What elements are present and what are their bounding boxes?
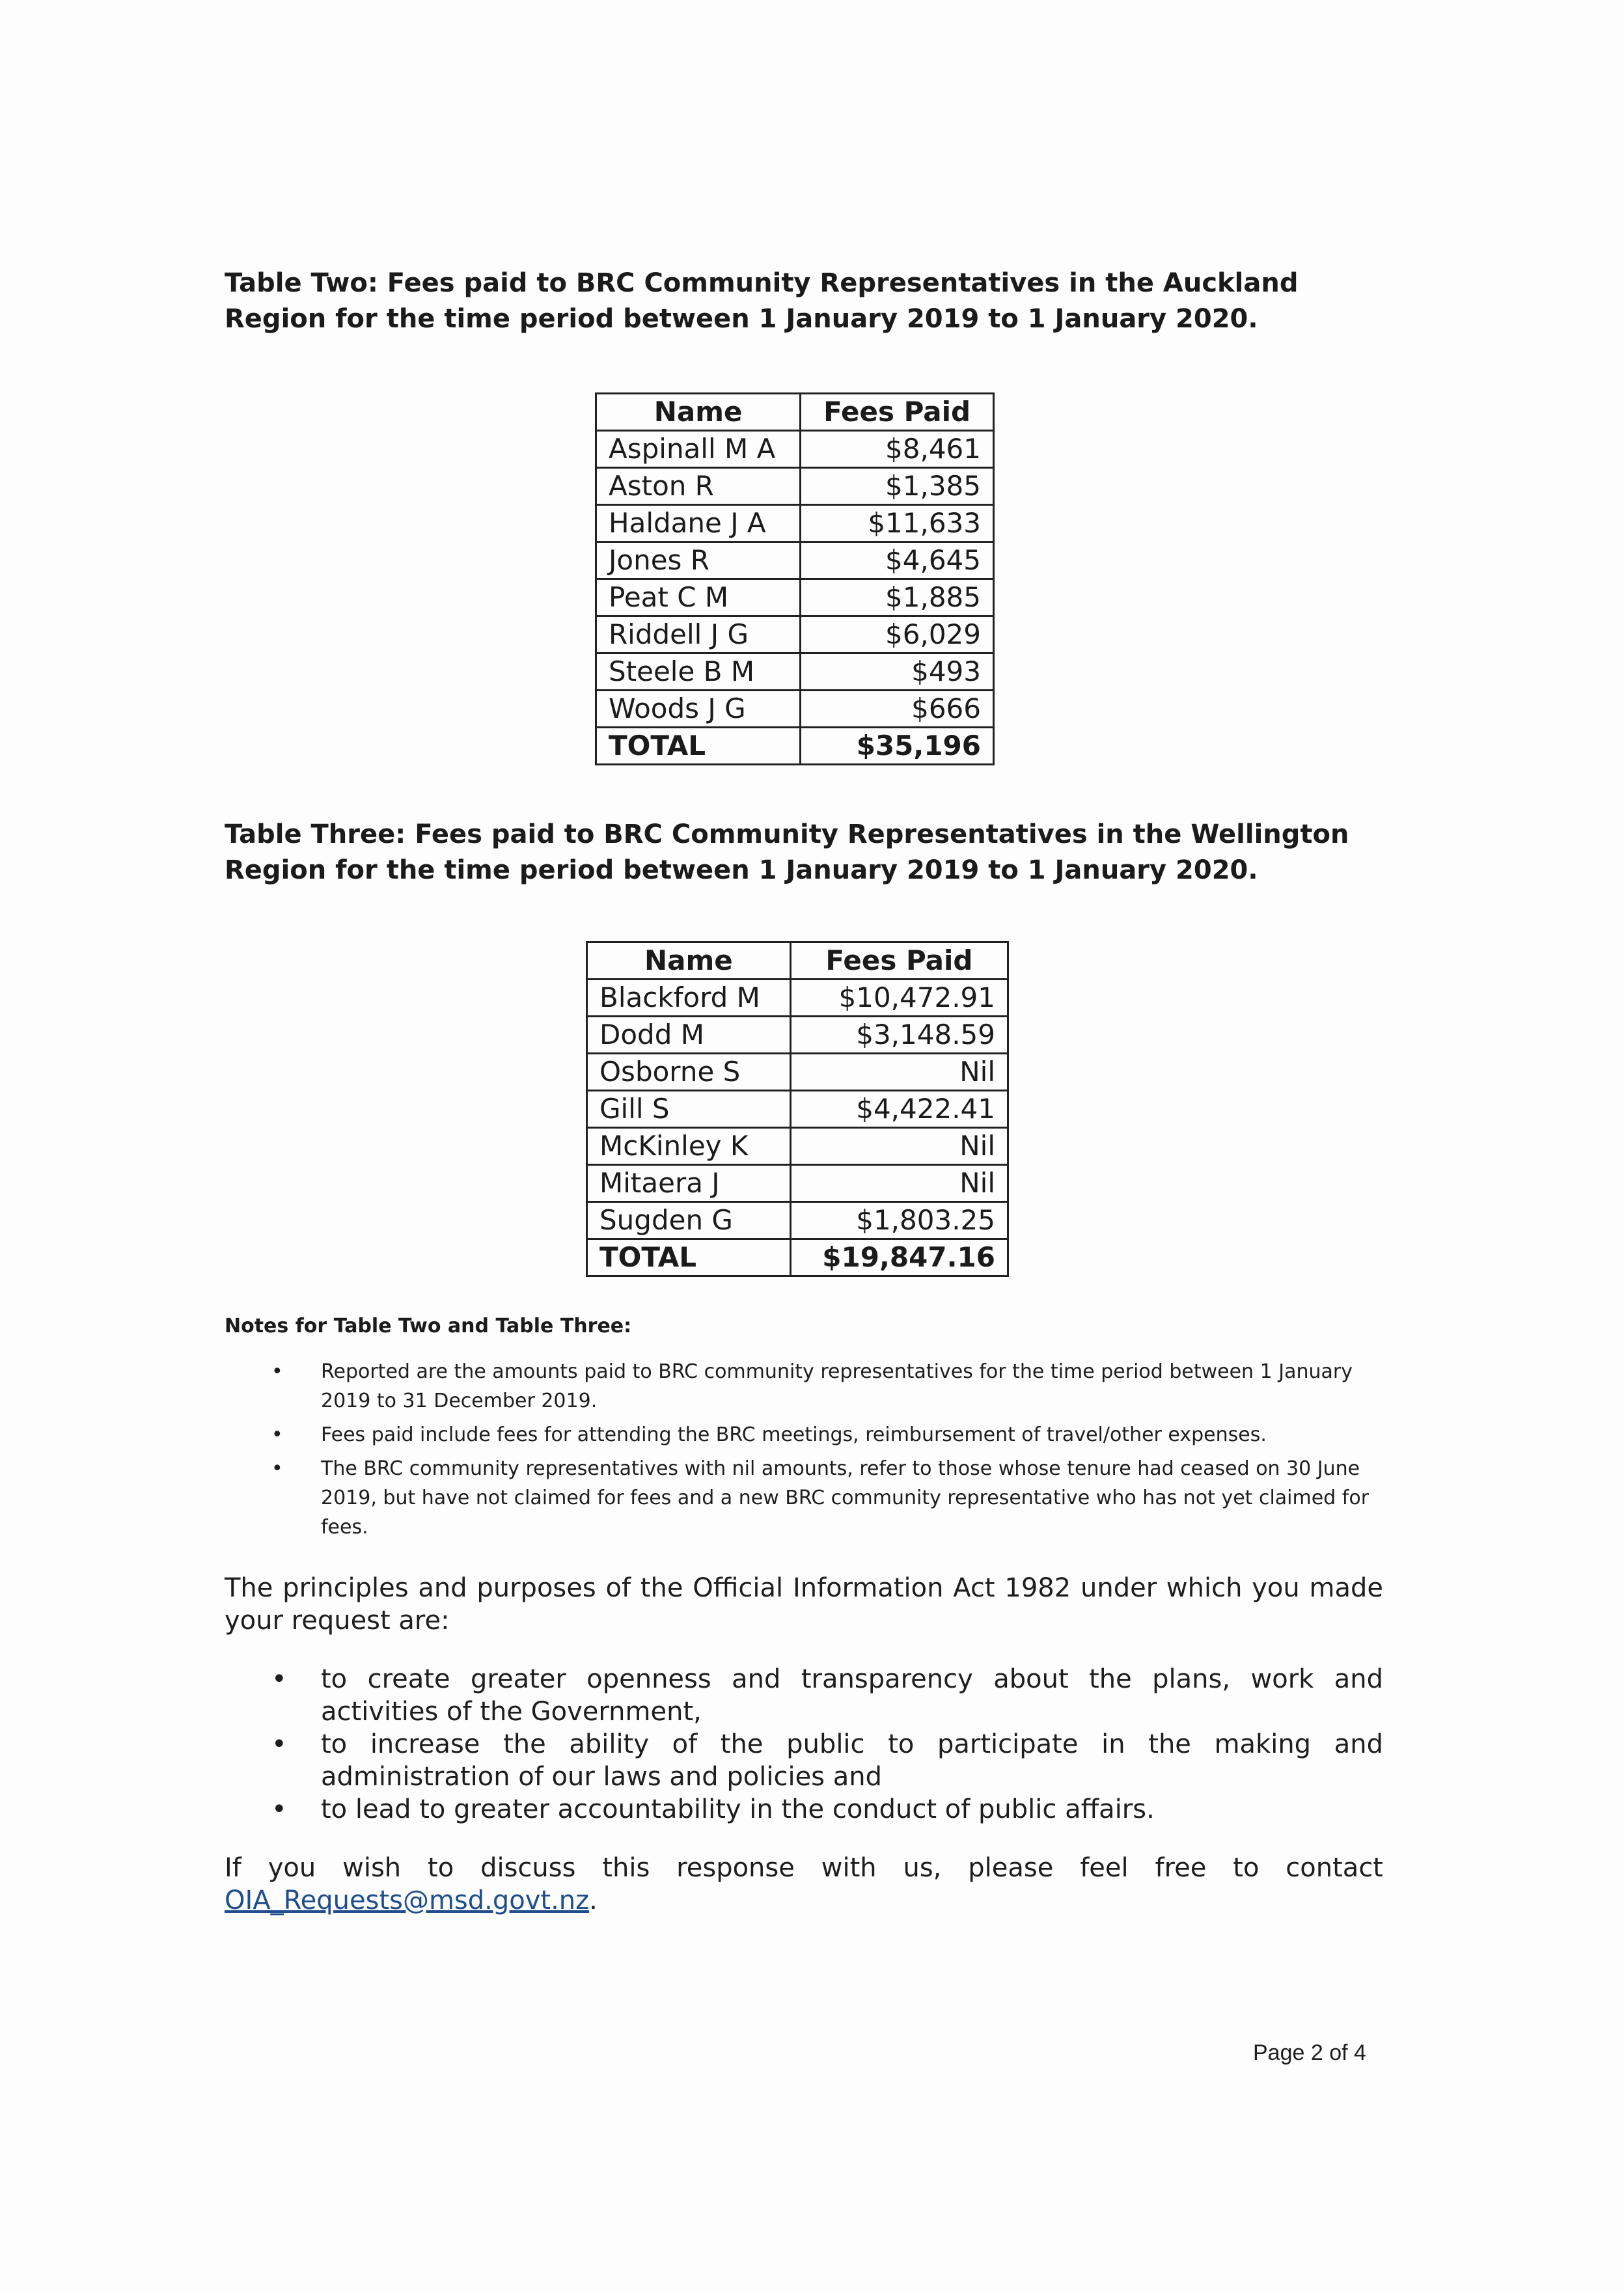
table-row	[596, 431, 994, 468]
name-cell: Jones R	[596, 542, 801, 579]
contact-paragraph	[225, 1852, 1383, 1917]
name-cell: Sugden G	[587, 1202, 791, 1239]
fee-cell: $3,148.59	[790, 1017, 1008, 1054]
note-item	[225, 1420, 1383, 1449]
principle-item	[225, 1663, 1383, 1728]
name-cell: Mitaera J	[587, 1165, 791, 1202]
table-row	[587, 1091, 1008, 1128]
name-cell: Dodd M	[587, 1017, 791, 1054]
table-row	[587, 1165, 1008, 1202]
table-row	[587, 1128, 1008, 1165]
bullet-icon: •	[271, 1664, 287, 1694]
fee-cell: $1,885	[801, 579, 994, 616]
table-row	[596, 653, 994, 691]
column-header-name: Name	[587, 942, 791, 980]
note-text: The BRC community representatives with nil amounts, refer to those whose tenure had ceased on 30 June 2019, but have not claimed for fees and a new BRC community representative who has not yet claimed for fees.	[321, 1457, 1369, 1539]
name-cell: Riddell J G	[596, 616, 801, 653]
bullet-icon: •	[271, 1360, 283, 1383]
name-cell: Aspinall M A	[596, 431, 801, 468]
table-row	[596, 468, 994, 505]
fee-cell: $666	[801, 691, 994, 728]
table-row	[587, 1017, 1008, 1054]
name-cell: Peat C M	[596, 579, 801, 616]
bullet-icon: •	[271, 1423, 283, 1446]
fee-cell: $10,472.91	[790, 980, 1008, 1017]
fee-cell: $493	[801, 653, 994, 691]
name-cell: Woods J G	[596, 691, 801, 728]
fee-cell: Nil	[790, 1128, 1008, 1165]
column-header-fees-paid: Fees Paid	[790, 942, 1008, 980]
table-two-heading-line-2: Region for the time period between 1 January 2019 to 1 January 2020.	[225, 304, 1258, 334]
column-header-name: Name	[596, 394, 801, 431]
fee-cell: $11,633	[801, 505, 994, 542]
table-three-heading	[225, 817, 1390, 888]
principles-list	[225, 1663, 1383, 1826]
bullet-icon: •	[271, 1457, 283, 1480]
fee-cell: $6,029	[801, 616, 994, 653]
name-cell: Osborne S	[587, 1054, 791, 1091]
column-header-fees-paid: Fees Paid	[801, 394, 994, 431]
page-number: Page 2 of 4	[1253, 2040, 1366, 2065]
table-row	[596, 505, 994, 542]
table-row	[596, 579, 994, 616]
name-cell: McKinley K	[587, 1128, 791, 1165]
table-row	[587, 980, 1008, 1017]
fee-cell: $4,422.41	[790, 1091, 1008, 1128]
principle-text: to increase the ability of the public to participate in the making and administration of our laws and policies and	[321, 1729, 1383, 1792]
bullet-icon: •	[271, 1794, 287, 1824]
fee-cell: $1,803.25	[790, 1202, 1008, 1239]
total-row	[587, 1239, 1008, 1276]
principle-text: to lead to greater accountability in the conduct of public affairs.	[321, 1794, 1155, 1824]
table-row	[587, 1202, 1008, 1239]
total-label: TOTAL	[587, 1239, 791, 1276]
table-three-heading-line-2: Region for the time period between 1 January 2019 to 1 January 2020.	[225, 855, 1258, 885]
table-row	[587, 1054, 1008, 1091]
name-cell: Gill S	[587, 1091, 791, 1128]
auckland-fees-table	[595, 392, 995, 765]
table-row	[596, 616, 994, 653]
note-text: Fees paid include fees for attending the BRC meetings, reimbursement of travel/other expenses.	[321, 1423, 1267, 1446]
contact-text: If you wish to discuss this response with us, please feel free to contact	[225, 1853, 1383, 1883]
table-two-heading	[225, 266, 1390, 337]
wellington-fees-table	[586, 941, 1009, 1277]
name-cell: Steele B M	[596, 653, 801, 691]
name-cell: Blackford M	[587, 980, 791, 1017]
notes-list	[225, 1357, 1383, 1546]
principle-item	[225, 1793, 1383, 1826]
total-value: $35,196	[801, 728, 994, 765]
fee-cell: $1,385	[801, 468, 994, 505]
total-label: TOTAL	[596, 728, 801, 765]
note-item	[225, 1357, 1383, 1416]
note-item	[225, 1454, 1383, 1542]
total-row	[596, 728, 994, 765]
table-row	[596, 691, 994, 728]
fee-cell: Nil	[790, 1165, 1008, 1202]
principle-text: to create greater openness and transparency about the plans, work and activities of the Government,	[321, 1664, 1383, 1727]
table-three-heading-line-1: Table Three: Fees paid to BRC Community Representatives in the Wellington	[225, 819, 1349, 849]
name-cell: Aston R	[596, 468, 801, 505]
fee-cell: $4,645	[801, 542, 994, 579]
table-header-row	[596, 394, 994, 431]
contact-trailing-period: .	[589, 1886, 598, 1915]
principles-intro: The principles and purposes of the Official Information Act 1982 under which you made your request are:	[225, 1573, 1383, 1636]
notes-title: Notes for Table Two and Table Three:	[225, 1315, 632, 1338]
table-row	[596, 542, 994, 579]
fee-cell: $8,461	[801, 431, 994, 468]
principle-item	[225, 1728, 1383, 1793]
email-link[interactable]: OIA_Requests@msd.govt.nz	[225, 1886, 590, 1915]
total-value: $19,847.16	[790, 1239, 1008, 1276]
table-two-heading-line-1: Table Two: Fees paid to BRC Community Representatives in the Auckland	[225, 268, 1299, 298]
note-text: Reported are the amounts paid to BRC community representatives for the time period between 1 January 2019 to 31 December 2019.	[321, 1360, 1353, 1412]
bullet-icon: •	[271, 1729, 287, 1759]
name-cell: Haldane J A	[596, 505, 801, 542]
table-header-row	[587, 942, 1008, 980]
fee-cell: Nil	[790, 1054, 1008, 1091]
